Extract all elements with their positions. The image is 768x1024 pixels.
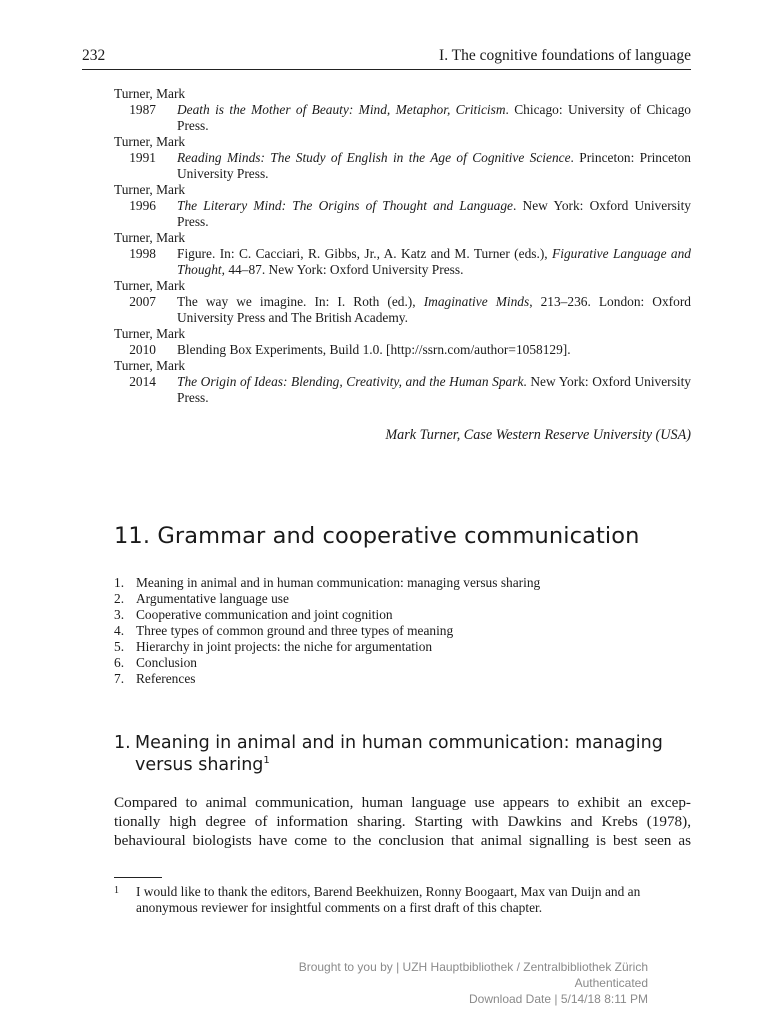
section-number: 1. — [114, 733, 131, 753]
reference-year: 1998 — [129, 246, 156, 261]
contents-item — [114, 591, 540, 607]
reference-title: Reading Minds: The Study of English in the Age of Cognitive Science — [177, 150, 571, 165]
footnote-reference[interactable]: 1 — [263, 755, 270, 767]
watermark-line-1: Brought to you by | UZH Hauptbibliothek / Zentralbibliothek Zürich — [298, 960, 648, 974]
watermark-line-3: Download Date | 5/14/18 8:11 PM — [468, 992, 648, 1006]
reference-text — [177, 294, 691, 326]
contents-item-number: 4. — [114, 623, 125, 638]
running-head-title: I. The cognitive foundations of language — [439, 47, 691, 64]
reference-entry — [114, 358, 691, 406]
contents-item-label: Conclusion — [136, 655, 198, 670]
contents-item — [114, 655, 540, 671]
reference-entry — [114, 278, 691, 326]
reference-author: Turner, Mark — [114, 86, 186, 101]
reference-publisher: , 44–87. New York: Oxford University Press. — [221, 262, 464, 277]
reference-prefix: Figure. In: C. Cacciari, R. Gibbs, Jr., A. Katz and M. Turner (eds.), — [177, 246, 553, 261]
contents-item-label: Three types of common ground and three types of meaning — [136, 623, 454, 638]
contents-item — [114, 639, 540, 655]
reference-year: 2014 — [129, 374, 156, 389]
reference-title: Figurative Language and Thought — [177, 246, 691, 277]
reference-publisher: . Princeton: Princeton University Press. — [177, 150, 691, 181]
footnote-rule — [114, 877, 162, 878]
reference-author: Turner, Mark — [114, 358, 186, 373]
reference-entry — [114, 230, 691, 278]
reference-year: 2007 — [129, 294, 156, 309]
chapter-title: 11. Grammar and cooperative communication — [114, 523, 640, 549]
header-rule — [82, 69, 691, 70]
chapter-contents-list — [114, 575, 540, 687]
contents-item — [114, 671, 540, 687]
reference-publisher: . Chicago: University of Chicago Press. — [177, 102, 691, 133]
section-title-line-2: versus sharing — [135, 755, 264, 775]
reference-entry — [114, 326, 691, 358]
reference-entry — [114, 134, 691, 182]
reference-author: Turner, Mark — [114, 278, 186, 293]
section-title-line-1: Meaning in animal and in human communication: managing — [135, 733, 663, 753]
reference-entry — [114, 182, 691, 230]
contents-item — [114, 607, 540, 623]
reference-entry — [114, 86, 691, 134]
reference-text — [177, 342, 571, 358]
reference-year: 2010 — [129, 342, 156, 357]
reference-publisher: . New York: Oxford University Press. — [177, 198, 691, 229]
reference-text — [177, 102, 691, 134]
reference-year: 1996 — [129, 198, 156, 213]
contents-item-label: Hierarchy in joint projects: the niche for argumentation — [136, 639, 433, 654]
contents-item-number: 3. — [114, 607, 125, 622]
footnote-text: I would like to thank the editors, Barend Beekhuizen, Ronny Boogaart, Max van Duijn and an anonymous reviewer for insightful comments on a first draft of this chapter. — [136, 884, 641, 915]
reference-author: Turner, Mark — [114, 230, 186, 245]
download-watermark — [299, 959, 648, 1007]
section-heading — [114, 732, 691, 776]
contents-item-number: 2. — [114, 591, 125, 606]
contents-item-label: References — [136, 671, 196, 686]
page-number: 232 — [82, 47, 106, 64]
reference-prefix: Blending Box Experiments, Build 1.0. [http://ssrn.com/author=1058129]. — [177, 342, 571, 357]
reference-prefix: The way we imagine. In: I. Roth (ed.), — [177, 294, 424, 309]
contents-item-number: 7. — [114, 671, 125, 686]
contents-item-number: 1. — [114, 575, 125, 590]
contents-item-label: Meaning in animal and in human communication: managing versus sharing — [136, 575, 541, 590]
reference-title: The Literary Mind: The Origins of Thought and Language — [177, 198, 513, 213]
footnote-mark: 1 — [114, 885, 119, 896]
reference-text — [177, 246, 691, 278]
reference-author: Turner, Mark — [114, 182, 186, 197]
body-line: Compared to animal communication, human language use appears to exhibit an excep- — [114, 794, 691, 811]
footnote — [114, 884, 691, 916]
reference-author: Turner, Mark — [114, 134, 186, 149]
body-line: tionally high degree of information sharing. Starting with Dawkins and Krebs (1978), — [114, 813, 691, 830]
contents-item-label: Cooperative communication and joint cognition — [136, 607, 393, 622]
reference-author: Turner, Mark — [114, 326, 186, 341]
reference-title: Death is the Mother of Beauty: Mind, Metaphor, Criticism — [177, 102, 506, 117]
reference-list — [114, 86, 691, 406]
reference-publisher: . New York: Oxford University Press. — [177, 374, 691, 405]
reference-title: Imaginative Minds — [423, 294, 530, 309]
contents-item-label: Argumentative language use — [136, 591, 289, 606]
reference-text — [177, 198, 691, 230]
reference-text — [177, 150, 691, 182]
contents-item-number: 5. — [114, 639, 125, 654]
contents-item-number: 6. — [114, 655, 125, 670]
reference-year: 1987 — [129, 102, 156, 117]
contents-item — [114, 623, 540, 639]
chapter-author-signature: Mark Turner, Case Western Reserve University (USA) — [385, 427, 691, 443]
reference-publisher: , 213–236. London: Oxford University Press and The British Academy. — [177, 294, 691, 325]
watermark-line-2: Authenticated — [574, 976, 648, 990]
reference-text — [177, 374, 691, 406]
reference-year: 1991 — [129, 150, 156, 165]
body-line: behavioural biologists have come to the conclusion that animal signalling is best seen as — [114, 832, 691, 849]
reference-title: The Origin of Ideas: Blending, Creativity, and the Human Spark — [177, 374, 524, 389]
contents-item — [114, 575, 540, 591]
body-paragraph — [114, 793, 691, 850]
